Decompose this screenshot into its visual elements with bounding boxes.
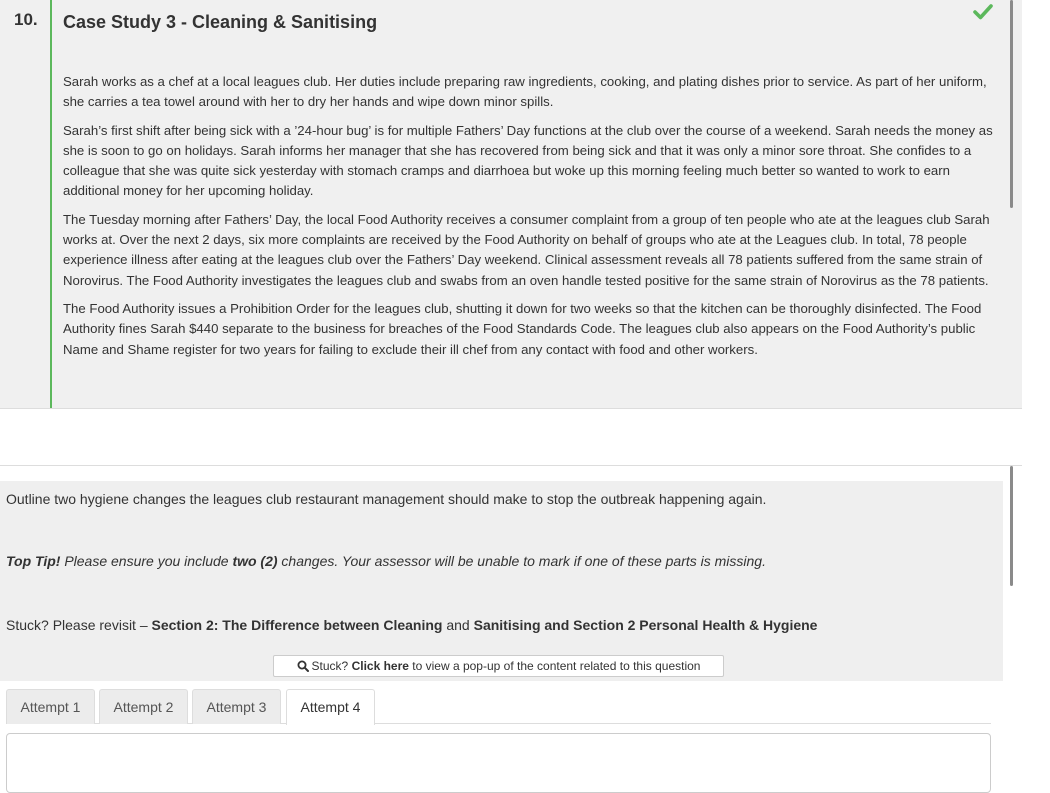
tip-emphasis: two (2) <box>232 553 278 569</box>
section-reference: Sanitising and Section 2 Personal Health & Hygiene <box>473 617 818 633</box>
tip-text: Please ensure you include <box>60 553 233 569</box>
question-prompt: Outline two hygiene changes the leagues club restaurant management should make to stop the outbreak happening again. <box>6 491 767 507</box>
answer-input[interactable] <box>6 733 991 793</box>
case-paragraph: Sarah works as a chef at a local leagues club. Her duties include preparing raw ingredients, cooking, and plating dishes prior to service. As part of her uniform, she carries a tea towel around with her to dry her hands and wipe down minor spills. <box>63 74 987 110</box>
tip-label: Top Tip! <box>6 553 61 569</box>
tab-attempt-4[interactable]: Attempt 4 <box>286 689 375 725</box>
attempt-tabs <box>6 689 991 724</box>
case-paragraph: The Tuesday morning after Fathers’ Day, the local Food Authority receives a consumer complaint from a group of ten people who ate at the leagues club Sarah works at. Over the next 2 days, six more complaints are received by the Food Authority on behalf of groups who ate at the Leagues club. In total, 78 people experience illness after eating at the leagues club over the Fathers’ Day weekend. Clinical assessment reveals all 78 patients suffered from the same strain of Norovirus. The Food Authority investigates the leagues club and swabs from an oven handle tested positive for the same strain of Norovirus as the 78 patients. <box>63 211 990 288</box>
tip-text: changes. Your assessor will be unable to mark if one of these parts is missing. <box>277 553 766 569</box>
top-tip <box>6 552 996 570</box>
case-study-body <box>63 72 998 368</box>
question-box <box>0 481 1003 681</box>
tab-attempt-3[interactable]: Attempt 3 <box>192 689 281 724</box>
tab-attempt-2[interactable]: Attempt 2 <box>99 689 188 724</box>
section-reference: Section 2: The Difference between Cleaning <box>151 617 443 633</box>
search-icon <box>297 658 309 670</box>
tab-attempt-1[interactable]: Attempt 1 <box>6 689 95 724</box>
scrollbar[interactable] <box>1010 0 1013 208</box>
scrollbar[interactable] <box>1010 466 1013 586</box>
case-paragraph: The Food Authority issues a Prohibition Order for the leagues club, shutting it down for two weeks so that the kitchen can be thoroughly disinfected. The Food Authority fines Sarah $440 separate to the business for breaches of the Food Standards Code. The leagues club also appears on the Food Authority’s public Name and Shame register for two years for failing to exclude their ill chef from any contact with food and other workers. <box>63 300 982 357</box>
hint-text: and <box>442 617 474 633</box>
status-rule <box>50 0 52 409</box>
popup-prefix: Stuck? <box>311 659 352 673</box>
popup-link[interactable]: Click here <box>351 659 409 673</box>
case-paragraph: Sarah’s first shift after being sick with a ’24-hour bug’ is for multiple Fathers’ Day functions at the club over the course of a weekend. Sarah needs the money as she is soon to go on holidays. Sarah informs her manager that she has recovered from being sick and that it was only a minor sore throat. She confides to a colleague that she was quite sick yesterday with stomach cramps and diarrhoea but woke up this morning feeling much better so wanted to work to earn additional money for her upcoming holiday. <box>63 122 993 199</box>
check-icon <box>972 2 994 22</box>
popup-suffix: to view a pop-up of the content related to this question <box>408 659 701 673</box>
question-number: 10. <box>14 10 38 29</box>
revisit-hint <box>6 616 996 634</box>
hint-text: Stuck? Please revisit – <box>6 617 152 633</box>
help-popup-button[interactable] <box>273 655 724 677</box>
page-title: Case Study 3 - Cleaning & Sanitising <box>63 12 378 32</box>
